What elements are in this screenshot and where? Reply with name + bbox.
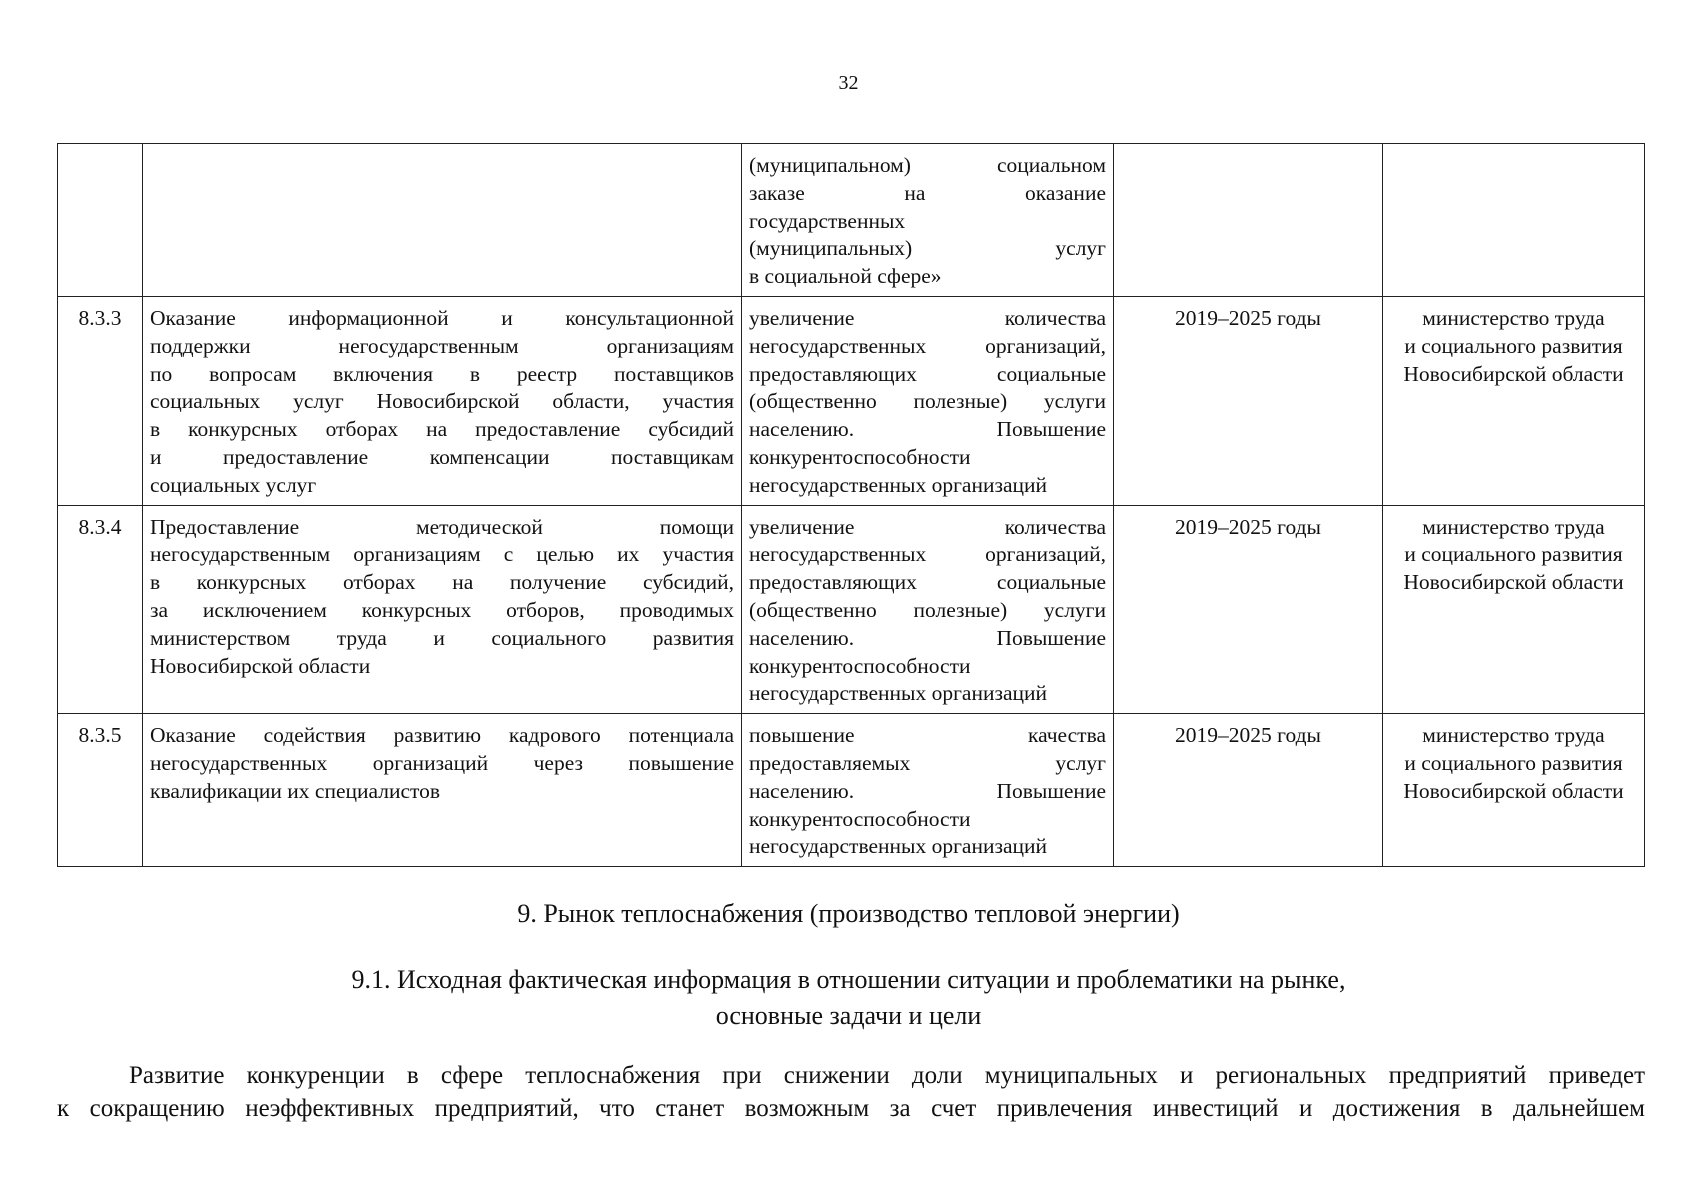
result_lines-line: конкурентоспособности [749, 653, 971, 678]
result_lines-line: населению. Повышение [749, 417, 1106, 442]
result_lines-line: (общественно полезные) услуги [749, 597, 1106, 622]
responsible-cell [1383, 505, 1645, 714]
result_lines-line: предоставляющих социальные [749, 361, 1106, 386]
item-number: 8.3.3 [58, 296, 143, 505]
term-cell [1114, 144, 1383, 297]
activity_lines-line: социальных услуг [150, 472, 317, 497]
activity_lines-line: негосударственных организаций через повышение [150, 750, 734, 775]
term-cell: 2019–2025 годы [1114, 714, 1383, 867]
subsection-heading [0, 962, 1697, 1034]
result_lines-line: (общественно полезные) услуги [749, 389, 1106, 414]
result_lines-line: негосударственных организаций, [749, 333, 1106, 358]
result_lines-line: государственных [749, 208, 906, 233]
activity_lines-line: социальных услуг Новосибирской области, участия [150, 389, 734, 414]
activity_lines-line: негосударственным организациям с целью их участия [150, 542, 734, 567]
item-number [58, 144, 143, 297]
activity_lines-line: министерством труда и социального развития [150, 625, 734, 650]
result-cell [742, 144, 1114, 297]
activity_lines-line: Оказание содействия развитию кадрового потенциала [150, 723, 734, 748]
result_lines-line: повышение качества [749, 723, 1106, 748]
table-row [58, 714, 1645, 867]
activity_lines-line: и предоставление компенсации поставщикам [150, 444, 734, 469]
responsible-line: Новосибирской области [1403, 778, 1624, 803]
subsection-heading-line-2: основные задачи и цели [715, 1001, 982, 1030]
activity_lines-line: Предоставление методической помощи [150, 514, 734, 539]
responsible-line: министерство труда [1422, 305, 1605, 330]
term-cell: 2019–2025 годы [1114, 296, 1383, 505]
responsible-line: министерство труда [1422, 514, 1605, 539]
result_lines-line: увеличение количества [749, 514, 1106, 539]
table-row [58, 505, 1645, 714]
result_lines-line: конкурентоспособности [749, 444, 971, 469]
activity-cell [143, 296, 742, 505]
term-cell: 2019–2025 годы [1114, 505, 1383, 714]
result-cell [742, 296, 1114, 505]
result_lines-line: населению. Повышение [749, 625, 1106, 650]
activity_lines-line: Оказание информационной и консультационной [150, 305, 734, 330]
activity_lines-line: в конкурсных отборах на предоставление субсидий [150, 417, 734, 442]
paragraph-line-1: Развитие конкуренции в сфере теплоснабжения при снижении доли муниципальных и региональных предприятий приведет [129, 1062, 1645, 1089]
measures-table [57, 143, 1645, 867]
responsible-line: Новосибирской области [1403, 361, 1624, 386]
result_lines-line: негосударственных организаций [749, 681, 1048, 706]
subsection-heading-line-1: 9.1. Исходная фактическая информация в отношении ситуации и проблематики на рынке, [351, 965, 1346, 994]
activity-cell [143, 505, 742, 714]
activity_lines-line: квалификации их специалистов [150, 778, 441, 803]
responsible-line: министерство труда [1422, 723, 1605, 748]
result_lines-line: (муниципальном) социальном [749, 153, 1106, 177]
responsible-line: и социального развития [1404, 333, 1623, 358]
table-row [58, 144, 1645, 297]
result_lines-line: предоставляющих социальные [749, 570, 1106, 595]
result_lines-line: негосударственных организаций, [749, 542, 1106, 567]
result_lines-line: негосударственных организаций [749, 472, 1048, 497]
activity_lines-line: по вопросам включения в реестр поставщиков [150, 361, 734, 386]
item-number: 8.3.5 [58, 714, 143, 867]
result_lines-line: (муниципальных) услуг [749, 236, 1106, 261]
result_lines-line: конкурентоспособности [749, 806, 971, 831]
result_lines-line: предоставляемых услуг [749, 750, 1106, 775]
activity-cell [143, 714, 742, 867]
responsible-line: и социального развития [1404, 750, 1623, 775]
activity-cell [143, 144, 742, 297]
responsible-line: Новосибирской области [1403, 570, 1624, 595]
item-number: 8.3.4 [58, 505, 143, 714]
activity_lines-line: Новосибирской области [150, 653, 371, 678]
result_lines-line: увеличение количества [749, 305, 1106, 330]
result_lines-line: заказе на оказание [749, 180, 1106, 205]
result_lines-line: негосударственных организаций [749, 834, 1048, 859]
activity_lines-line: поддержки негосударственным организациям [150, 333, 734, 358]
responsible-cell [1383, 296, 1645, 505]
paragraph-line-2: к сокращению неэффективных предприятий, что станет возможным за счет привлечения инвестиций и достижения в дальнейшем [57, 1095, 1645, 1122]
activity_lines-line: в конкурсных отборах на получение субсидий, [150, 570, 734, 595]
page-number: 32 [838, 72, 859, 94]
responsible-cell [1383, 144, 1645, 297]
section-heading: 9. Рынок теплоснабжения (производство тепловой энергии) [517, 899, 1180, 928]
table-body [58, 144, 1645, 867]
activity_lines-line: за исключением конкурсных отборов, проводимых [150, 597, 734, 622]
body-paragraph [57, 1059, 1645, 1125]
result_lines-line: населению. Повышение [749, 778, 1106, 803]
result-cell [742, 714, 1114, 867]
result_lines-line: в социальной сфере» [749, 264, 942, 289]
result-cell [742, 505, 1114, 714]
responsible-cell [1383, 714, 1645, 867]
responsible-line: и социального развития [1404, 542, 1623, 567]
table-row [58, 296, 1645, 505]
